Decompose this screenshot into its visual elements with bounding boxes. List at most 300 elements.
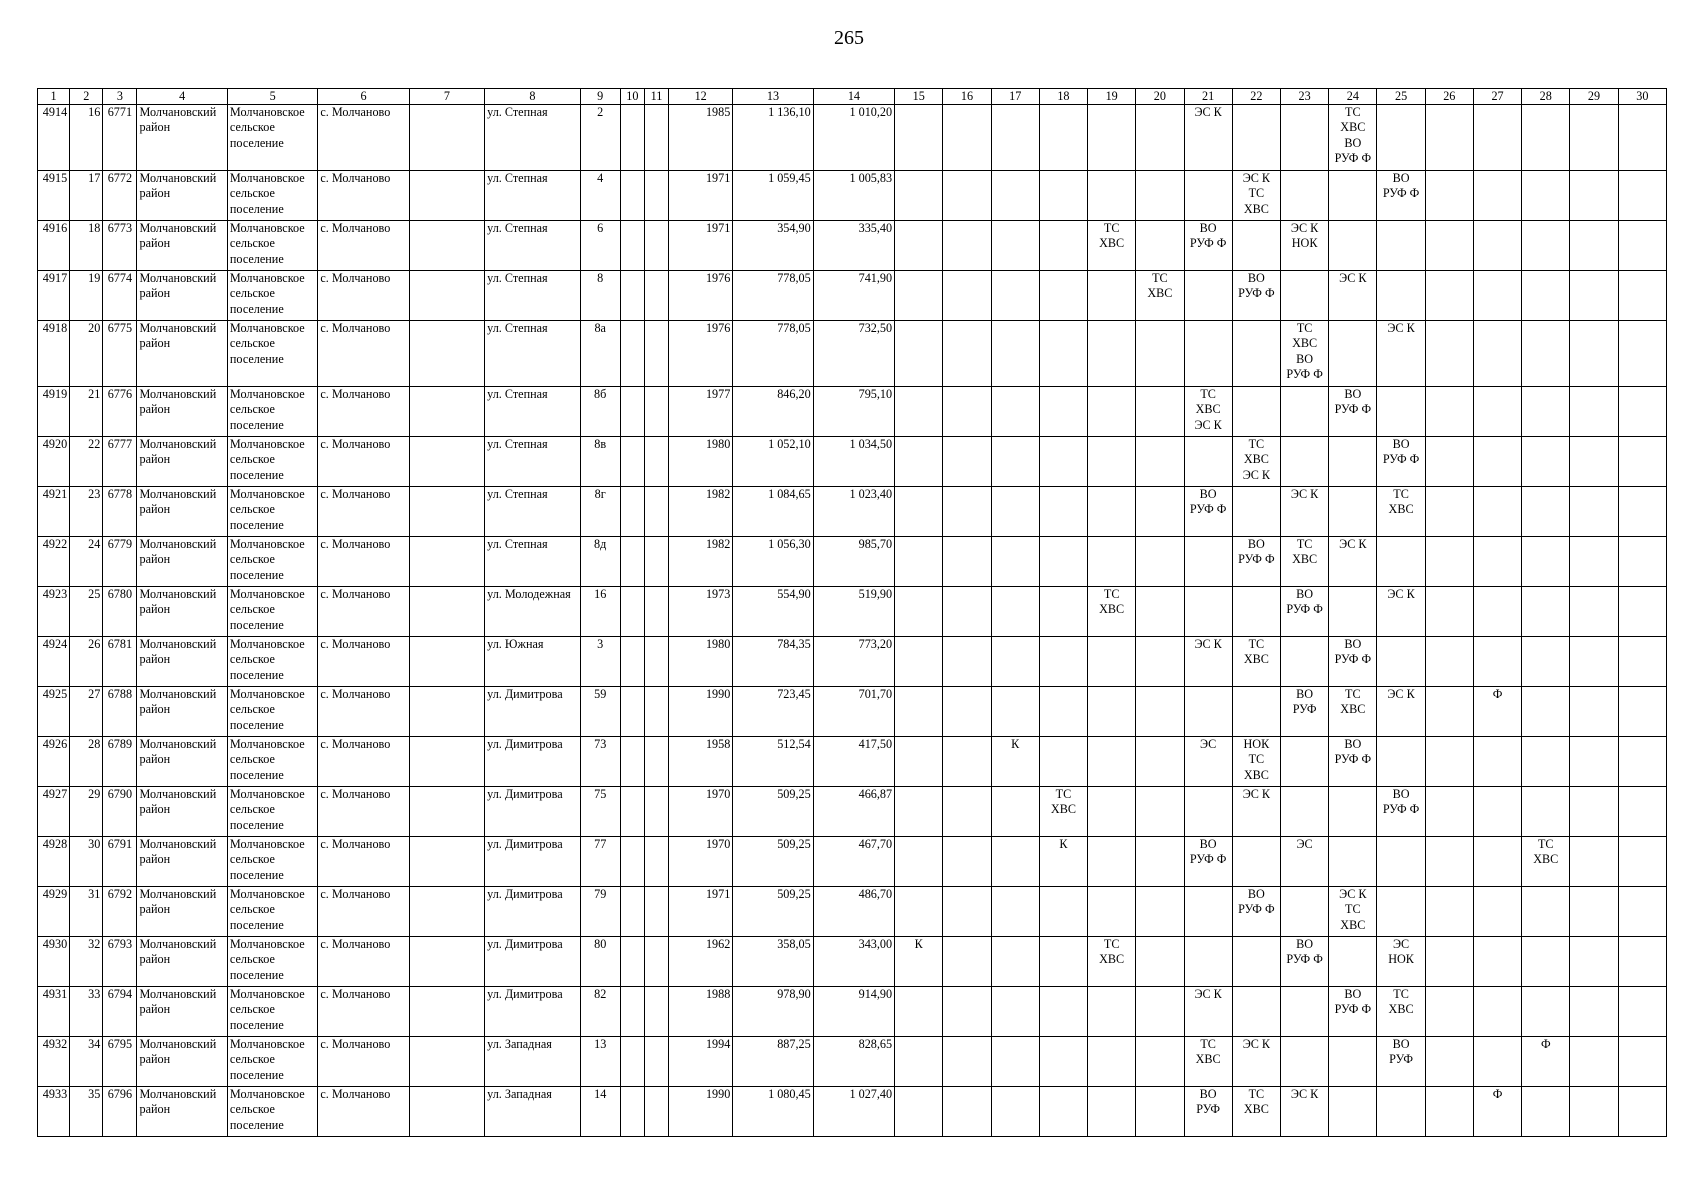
- cell-col-3: 6792: [103, 887, 137, 937]
- cell-col-13: 509,25: [733, 787, 813, 837]
- cell-col-23: ЭС К: [1280, 1087, 1328, 1137]
- cell-col-17: [991, 687, 1039, 737]
- cell-col-27: [1473, 105, 1521, 171]
- cell-col-19: [1088, 637, 1136, 687]
- cell-col-9: 8в: [580, 437, 620, 487]
- cell-col-6: с. Молчаново: [318, 587, 409, 637]
- cell-col-10: [620, 737, 644, 787]
- cell-col-13: 509,25: [733, 887, 813, 937]
- cell-col-22: НОК ТС ХВС: [1232, 737, 1280, 787]
- cell-col-6: с. Молчаново: [318, 537, 409, 587]
- cell-col-11: [644, 637, 668, 687]
- cell-col-5: Молчановское сельское поселение: [227, 937, 317, 987]
- cell-col-15: [895, 537, 943, 587]
- cell-col-12: 1962: [669, 937, 733, 987]
- cell-col-5: Молчановское сельское поселение: [227, 587, 317, 637]
- cell-col-5: Молчановское сельское поселение: [227, 537, 317, 587]
- cell-col-9: 80: [580, 937, 620, 987]
- cell-col-3: 6790: [103, 787, 137, 837]
- cell-col-25: ЭС К: [1377, 587, 1425, 637]
- cell-col-27: [1473, 837, 1521, 887]
- table-row: [38, 1087, 1667, 1137]
- cell-col-5: Молчановское сельское поселение: [227, 987, 317, 1037]
- cell-col-10: [620, 105, 644, 171]
- cell-col-19: [1088, 105, 1136, 171]
- cell-col-23: [1280, 105, 1328, 171]
- cell-col-26: [1425, 105, 1473, 171]
- column-header-28: 28: [1522, 89, 1570, 105]
- cell-col-24: [1329, 1037, 1377, 1087]
- cell-col-4: Молчановский район: [137, 1087, 227, 1137]
- cell-col-17: [991, 437, 1039, 487]
- table-row: [38, 221, 1667, 271]
- cell-col-3: 6771: [103, 105, 137, 171]
- page-number: 265: [834, 27, 864, 49]
- cell-col-22: ТС ХВС: [1232, 637, 1280, 687]
- cell-col-12: 1958: [669, 737, 733, 787]
- cell-col-19: [1088, 687, 1136, 737]
- cell-col-6: с. Молчаново: [318, 171, 409, 221]
- cell-col-20: [1136, 887, 1184, 937]
- cell-col-5: Молчановское сельское поселение: [227, 637, 317, 687]
- cell-col-10: [620, 687, 644, 737]
- cell-col-21: [1184, 271, 1232, 321]
- cell-col-13: 784,35: [733, 637, 813, 687]
- cell-col-29: [1570, 687, 1618, 737]
- cell-col-21: ВО РУФ Ф: [1184, 221, 1232, 271]
- cell-col-17: [991, 1087, 1039, 1137]
- cell-col-1: 4930: [38, 937, 70, 987]
- cell-col-13: 354,90: [733, 221, 813, 271]
- cell-col-27: [1473, 487, 1521, 537]
- cell-col-4: Молчановский район: [137, 487, 227, 537]
- cell-col-11: [644, 221, 668, 271]
- cell-col-21: ЭС К: [1184, 637, 1232, 687]
- cell-col-20: ТС ХВС: [1136, 271, 1184, 321]
- cell-col-22: ЭС К ТС ХВС: [1232, 171, 1280, 221]
- cell-col-15: [895, 837, 943, 887]
- cell-col-8: ул. Степная: [485, 537, 580, 587]
- column-header-10: 10: [620, 89, 644, 105]
- cell-col-11: [644, 937, 668, 987]
- cell-col-1: 4926: [38, 737, 70, 787]
- cell-col-6: с. Молчаново: [318, 787, 409, 837]
- cell-col-10: [620, 887, 644, 937]
- cell-col-15: [895, 271, 943, 321]
- cell-col-3: 6778: [103, 487, 137, 537]
- cell-col-12: 1971: [669, 171, 733, 221]
- cell-col-9: 13: [580, 1037, 620, 1087]
- cell-col-1: 4931: [38, 987, 70, 1037]
- cell-col-4: Молчановский район: [137, 537, 227, 587]
- cell-col-12: 1973: [669, 587, 733, 637]
- cell-col-25: ЭС К: [1377, 321, 1425, 387]
- cell-col-25: [1377, 271, 1425, 321]
- cell-col-28: [1522, 537, 1570, 587]
- cell-col-9: 8б: [580, 387, 620, 437]
- table-row: [38, 637, 1667, 687]
- cell-col-24: ВО РУФ Ф: [1329, 387, 1377, 437]
- cell-col-30: [1618, 387, 1666, 437]
- cell-col-28: [1522, 105, 1570, 171]
- table-row: [38, 887, 1667, 937]
- cell-col-27: Ф: [1473, 1087, 1521, 1137]
- cell-col-28: [1522, 587, 1570, 637]
- cell-col-2: 29: [70, 787, 103, 837]
- cell-col-29: [1570, 437, 1618, 487]
- cell-col-10: [620, 321, 644, 387]
- cell-col-25: ТС ХВС: [1377, 487, 1425, 537]
- cell-col-2: 26: [70, 637, 103, 687]
- cell-col-16: [943, 321, 991, 387]
- cell-col-5: Молчановское сельское поселение: [227, 321, 317, 387]
- cell-col-15: [895, 1087, 943, 1137]
- cell-col-5: Молчановское сельское поселение: [227, 387, 317, 437]
- cell-col-9: 14: [580, 1087, 620, 1137]
- cell-col-15: [895, 437, 943, 487]
- cell-col-5: Молчановское сельское поселение: [227, 221, 317, 271]
- cell-col-22: ТС ХВС ЭС К: [1232, 437, 1280, 487]
- column-number-row: [38, 89, 1667, 105]
- cell-col-30: [1618, 787, 1666, 837]
- cell-col-10: [620, 937, 644, 987]
- cell-col-24: ЭС К: [1329, 537, 1377, 587]
- cell-col-11: [644, 321, 668, 387]
- cell-col-9: 8: [580, 271, 620, 321]
- cell-col-25: ВО РУФ Ф: [1377, 787, 1425, 837]
- cell-col-23: [1280, 787, 1328, 837]
- cell-col-12: 1970: [669, 837, 733, 887]
- column-header-3: 3: [103, 89, 137, 105]
- cell-col-20: [1136, 221, 1184, 271]
- column-header-4: 4: [137, 89, 227, 105]
- cell-col-4: Молчановский район: [137, 987, 227, 1037]
- cell-col-8: ул. Степная: [485, 387, 580, 437]
- cell-col-15: [895, 587, 943, 637]
- cell-col-28: [1522, 437, 1570, 487]
- cell-col-27: [1473, 587, 1521, 637]
- cell-col-8: ул. Димитрова: [485, 687, 580, 737]
- cell-col-23: ЭС К НОК: [1280, 221, 1328, 271]
- cell-col-14: 486,70: [813, 887, 894, 937]
- cell-col-14: 732,50: [813, 321, 894, 387]
- cell-col-30: [1618, 737, 1666, 787]
- cell-col-28: Ф: [1522, 1037, 1570, 1087]
- cell-col-22: [1232, 105, 1280, 171]
- column-header-29: 29: [1570, 89, 1618, 105]
- cell-col-15: К: [895, 937, 943, 987]
- cell-col-1: 4924: [38, 637, 70, 687]
- cell-col-29: [1570, 537, 1618, 587]
- cell-col-29: [1570, 387, 1618, 437]
- cell-col-7: [409, 171, 484, 221]
- cell-col-18: [1039, 271, 1087, 321]
- cell-col-17: [991, 787, 1039, 837]
- cell-col-19: [1088, 737, 1136, 787]
- cell-col-14: 828,65: [813, 1037, 894, 1087]
- cell-col-30: [1618, 1087, 1666, 1137]
- cell-col-14: 467,70: [813, 837, 894, 887]
- cell-col-11: [644, 887, 668, 937]
- cell-col-10: [620, 387, 644, 437]
- cell-col-7: [409, 221, 484, 271]
- cell-col-20: [1136, 321, 1184, 387]
- table-row: [38, 105, 1667, 171]
- cell-col-26: [1425, 587, 1473, 637]
- cell-col-18: [1039, 987, 1087, 1037]
- cell-col-6: с. Молчаново: [318, 837, 409, 887]
- cell-col-22: [1232, 587, 1280, 637]
- cell-col-6: с. Молчаново: [318, 437, 409, 487]
- cell-col-1: 4923: [38, 587, 70, 637]
- column-header-14: 14: [813, 89, 894, 105]
- cell-col-20: [1136, 837, 1184, 887]
- cell-col-26: [1425, 637, 1473, 687]
- cell-col-28: [1522, 321, 1570, 387]
- cell-col-4: Молчановский район: [137, 171, 227, 221]
- cell-col-16: [943, 937, 991, 987]
- cell-col-26: [1425, 937, 1473, 987]
- cell-col-23: [1280, 1037, 1328, 1087]
- column-header-12: 12: [669, 89, 733, 105]
- column-header-20: 20: [1136, 89, 1184, 105]
- cell-col-24: [1329, 487, 1377, 537]
- cell-col-12: 1971: [669, 221, 733, 271]
- cell-col-2: 34: [70, 1037, 103, 1087]
- cell-col-26: [1425, 221, 1473, 271]
- cell-col-25: ВО РУФ Ф: [1377, 171, 1425, 221]
- table-row: [38, 537, 1667, 587]
- cell-col-27: Ф: [1473, 687, 1521, 737]
- cell-col-26: [1425, 737, 1473, 787]
- cell-col-26: [1425, 837, 1473, 887]
- cell-col-22: [1232, 687, 1280, 737]
- cell-col-23: ТС ХВС ВО РУФ Ф: [1280, 321, 1328, 387]
- cell-col-21: [1184, 537, 1232, 587]
- cell-col-22: [1232, 837, 1280, 887]
- cell-col-3: 6781: [103, 637, 137, 687]
- cell-col-18: [1039, 587, 1087, 637]
- cell-col-7: [409, 987, 484, 1037]
- column-header-17: 17: [991, 89, 1039, 105]
- cell-col-6: с. Молчаново: [318, 937, 409, 987]
- cell-col-5: Молчановское сельское поселение: [227, 105, 317, 171]
- cell-col-2: 23: [70, 487, 103, 537]
- cell-col-4: Молчановский район: [137, 587, 227, 637]
- table-row: [38, 737, 1667, 787]
- cell-col-29: [1570, 837, 1618, 887]
- cell-col-6: с. Молчаново: [318, 1087, 409, 1137]
- cell-col-26: [1425, 171, 1473, 221]
- table-row: [38, 987, 1667, 1037]
- cell-col-22: ЭС К: [1232, 787, 1280, 837]
- cell-col-9: 75: [580, 787, 620, 837]
- cell-col-13: 509,25: [733, 837, 813, 887]
- cell-col-12: 1988: [669, 987, 733, 1037]
- cell-col-25: [1377, 837, 1425, 887]
- cell-col-16: [943, 171, 991, 221]
- cell-col-11: [644, 787, 668, 837]
- cell-col-28: [1522, 1087, 1570, 1137]
- cell-col-26: [1425, 987, 1473, 1037]
- cell-col-12: 1982: [669, 537, 733, 587]
- cell-col-9: 16: [580, 587, 620, 637]
- cell-col-23: ВО РУФ Ф: [1280, 587, 1328, 637]
- cell-col-21: ВО РУФ: [1184, 1087, 1232, 1137]
- cell-col-24: ЭС К: [1329, 271, 1377, 321]
- cell-col-17: [991, 837, 1039, 887]
- cell-col-7: [409, 271, 484, 321]
- cell-col-19: [1088, 887, 1136, 937]
- cell-col-30: [1618, 1037, 1666, 1087]
- cell-col-27: [1473, 437, 1521, 487]
- cell-col-18: [1039, 887, 1087, 937]
- cell-col-4: Молчановский район: [137, 687, 227, 737]
- cell-col-11: [644, 737, 668, 787]
- column-header-18: 18: [1039, 89, 1087, 105]
- cell-col-30: [1618, 837, 1666, 887]
- cell-col-25: [1377, 105, 1425, 171]
- cell-col-14: 1 005,83: [813, 171, 894, 221]
- cell-col-7: [409, 737, 484, 787]
- cell-col-26: [1425, 687, 1473, 737]
- cell-col-1: 4933: [38, 1087, 70, 1137]
- cell-col-13: 554,90: [733, 587, 813, 637]
- cell-col-17: [991, 537, 1039, 587]
- cell-col-23: [1280, 437, 1328, 487]
- cell-col-29: [1570, 105, 1618, 171]
- column-header-16: 16: [943, 89, 991, 105]
- cell-col-26: [1425, 387, 1473, 437]
- cell-col-9: 59: [580, 687, 620, 737]
- cell-col-30: [1618, 887, 1666, 937]
- cell-col-29: [1570, 737, 1618, 787]
- cell-col-27: [1473, 387, 1521, 437]
- cell-col-17: [991, 637, 1039, 687]
- cell-col-3: 6795: [103, 1037, 137, 1087]
- table-row: [38, 437, 1667, 487]
- cell-col-30: [1618, 105, 1666, 171]
- cell-col-25: ЭС НОК: [1377, 937, 1425, 987]
- cell-col-27: [1473, 637, 1521, 687]
- cell-col-17: [991, 487, 1039, 537]
- cell-col-11: [644, 487, 668, 537]
- cell-col-6: с. Молчаново: [318, 321, 409, 387]
- cell-col-8: ул. Степная: [485, 321, 580, 387]
- cell-col-26: [1425, 1087, 1473, 1137]
- cell-col-6: с. Молчаново: [318, 221, 409, 271]
- column-header-21: 21: [1184, 89, 1232, 105]
- cell-col-6: с. Молчаново: [318, 487, 409, 537]
- cell-col-12: 1971: [669, 887, 733, 937]
- cell-col-29: [1570, 321, 1618, 387]
- cell-col-19: ТС ХВС: [1088, 587, 1136, 637]
- cell-col-2: 31: [70, 887, 103, 937]
- cell-col-9: 2: [580, 105, 620, 171]
- cell-col-17: [991, 1037, 1039, 1087]
- cell-col-4: Молчановский район: [137, 887, 227, 937]
- cell-col-19: [1088, 987, 1136, 1037]
- cell-col-20: [1136, 737, 1184, 787]
- cell-col-5: Молчановское сельское поселение: [227, 1037, 317, 1087]
- cell-col-30: [1618, 171, 1666, 221]
- cell-col-25: ВО РУФ: [1377, 1037, 1425, 1087]
- cell-col-24: [1329, 1087, 1377, 1137]
- cell-col-3: 6791: [103, 837, 137, 887]
- cell-col-20: [1136, 687, 1184, 737]
- cell-col-5: Молчановское сельское поселение: [227, 737, 317, 787]
- cell-col-16: [943, 587, 991, 637]
- column-header-23: 23: [1280, 89, 1328, 105]
- cell-col-26: [1425, 1037, 1473, 1087]
- cell-col-30: [1618, 687, 1666, 737]
- cell-col-8: ул. Степная: [485, 437, 580, 487]
- cell-col-8: ул. Степная: [485, 171, 580, 221]
- cell-col-27: [1473, 221, 1521, 271]
- table-row: [38, 171, 1667, 221]
- cell-col-9: 77: [580, 837, 620, 887]
- cell-col-8: ул. Димитрова: [485, 887, 580, 937]
- cell-col-25: ТС ХВС: [1377, 987, 1425, 1037]
- cell-col-24: ТС ХВС ВО РУФ Ф: [1329, 105, 1377, 171]
- cell-col-18: [1039, 321, 1087, 387]
- cell-col-6: с. Молчаново: [318, 271, 409, 321]
- cell-col-28: [1522, 637, 1570, 687]
- cell-col-8: ул. Западная: [485, 1087, 580, 1137]
- cell-col-6: с. Молчаново: [318, 387, 409, 437]
- cell-col-14: 741,90: [813, 271, 894, 321]
- cell-col-21: [1184, 171, 1232, 221]
- cell-col-14: 773,20: [813, 637, 894, 687]
- cell-col-15: [895, 387, 943, 437]
- cell-col-20: [1136, 487, 1184, 537]
- column-header-19: 19: [1088, 89, 1136, 105]
- cell-col-7: [409, 937, 484, 987]
- column-header-22: 22: [1232, 89, 1280, 105]
- cell-col-15: [895, 487, 943, 537]
- cell-col-25: [1377, 637, 1425, 687]
- cell-col-13: 358,05: [733, 937, 813, 987]
- cell-col-10: [620, 437, 644, 487]
- cell-col-30: [1618, 937, 1666, 987]
- cell-col-6: с. Молчаново: [318, 887, 409, 937]
- cell-col-2: 32: [70, 937, 103, 987]
- cell-col-13: 1 059,45: [733, 171, 813, 221]
- cell-col-3: 6794: [103, 987, 137, 1037]
- cell-col-19: [1088, 837, 1136, 887]
- cell-col-2: 17: [70, 171, 103, 221]
- cell-col-22: [1232, 937, 1280, 987]
- cell-col-11: [644, 105, 668, 171]
- cell-col-17: [991, 387, 1039, 437]
- table-row: [38, 787, 1667, 837]
- cell-col-6: с. Молчаново: [318, 737, 409, 787]
- cell-col-2: 27: [70, 687, 103, 737]
- cell-col-4: Молчановский район: [137, 637, 227, 687]
- cell-col-21: ЭС К: [1184, 105, 1232, 171]
- cell-col-17: [991, 271, 1039, 321]
- cell-col-5: Молчановское сельское поселение: [227, 787, 317, 837]
- cell-col-9: 8а: [580, 321, 620, 387]
- cell-col-18: [1039, 1087, 1087, 1137]
- cell-col-2: 33: [70, 987, 103, 1037]
- cell-col-17: [991, 105, 1039, 171]
- table-row: [38, 321, 1667, 387]
- cell-col-4: Молчановский район: [137, 387, 227, 437]
- cell-col-6: с. Молчаново: [318, 1037, 409, 1087]
- cell-col-14: 914,90: [813, 987, 894, 1037]
- cell-col-15: [895, 987, 943, 1037]
